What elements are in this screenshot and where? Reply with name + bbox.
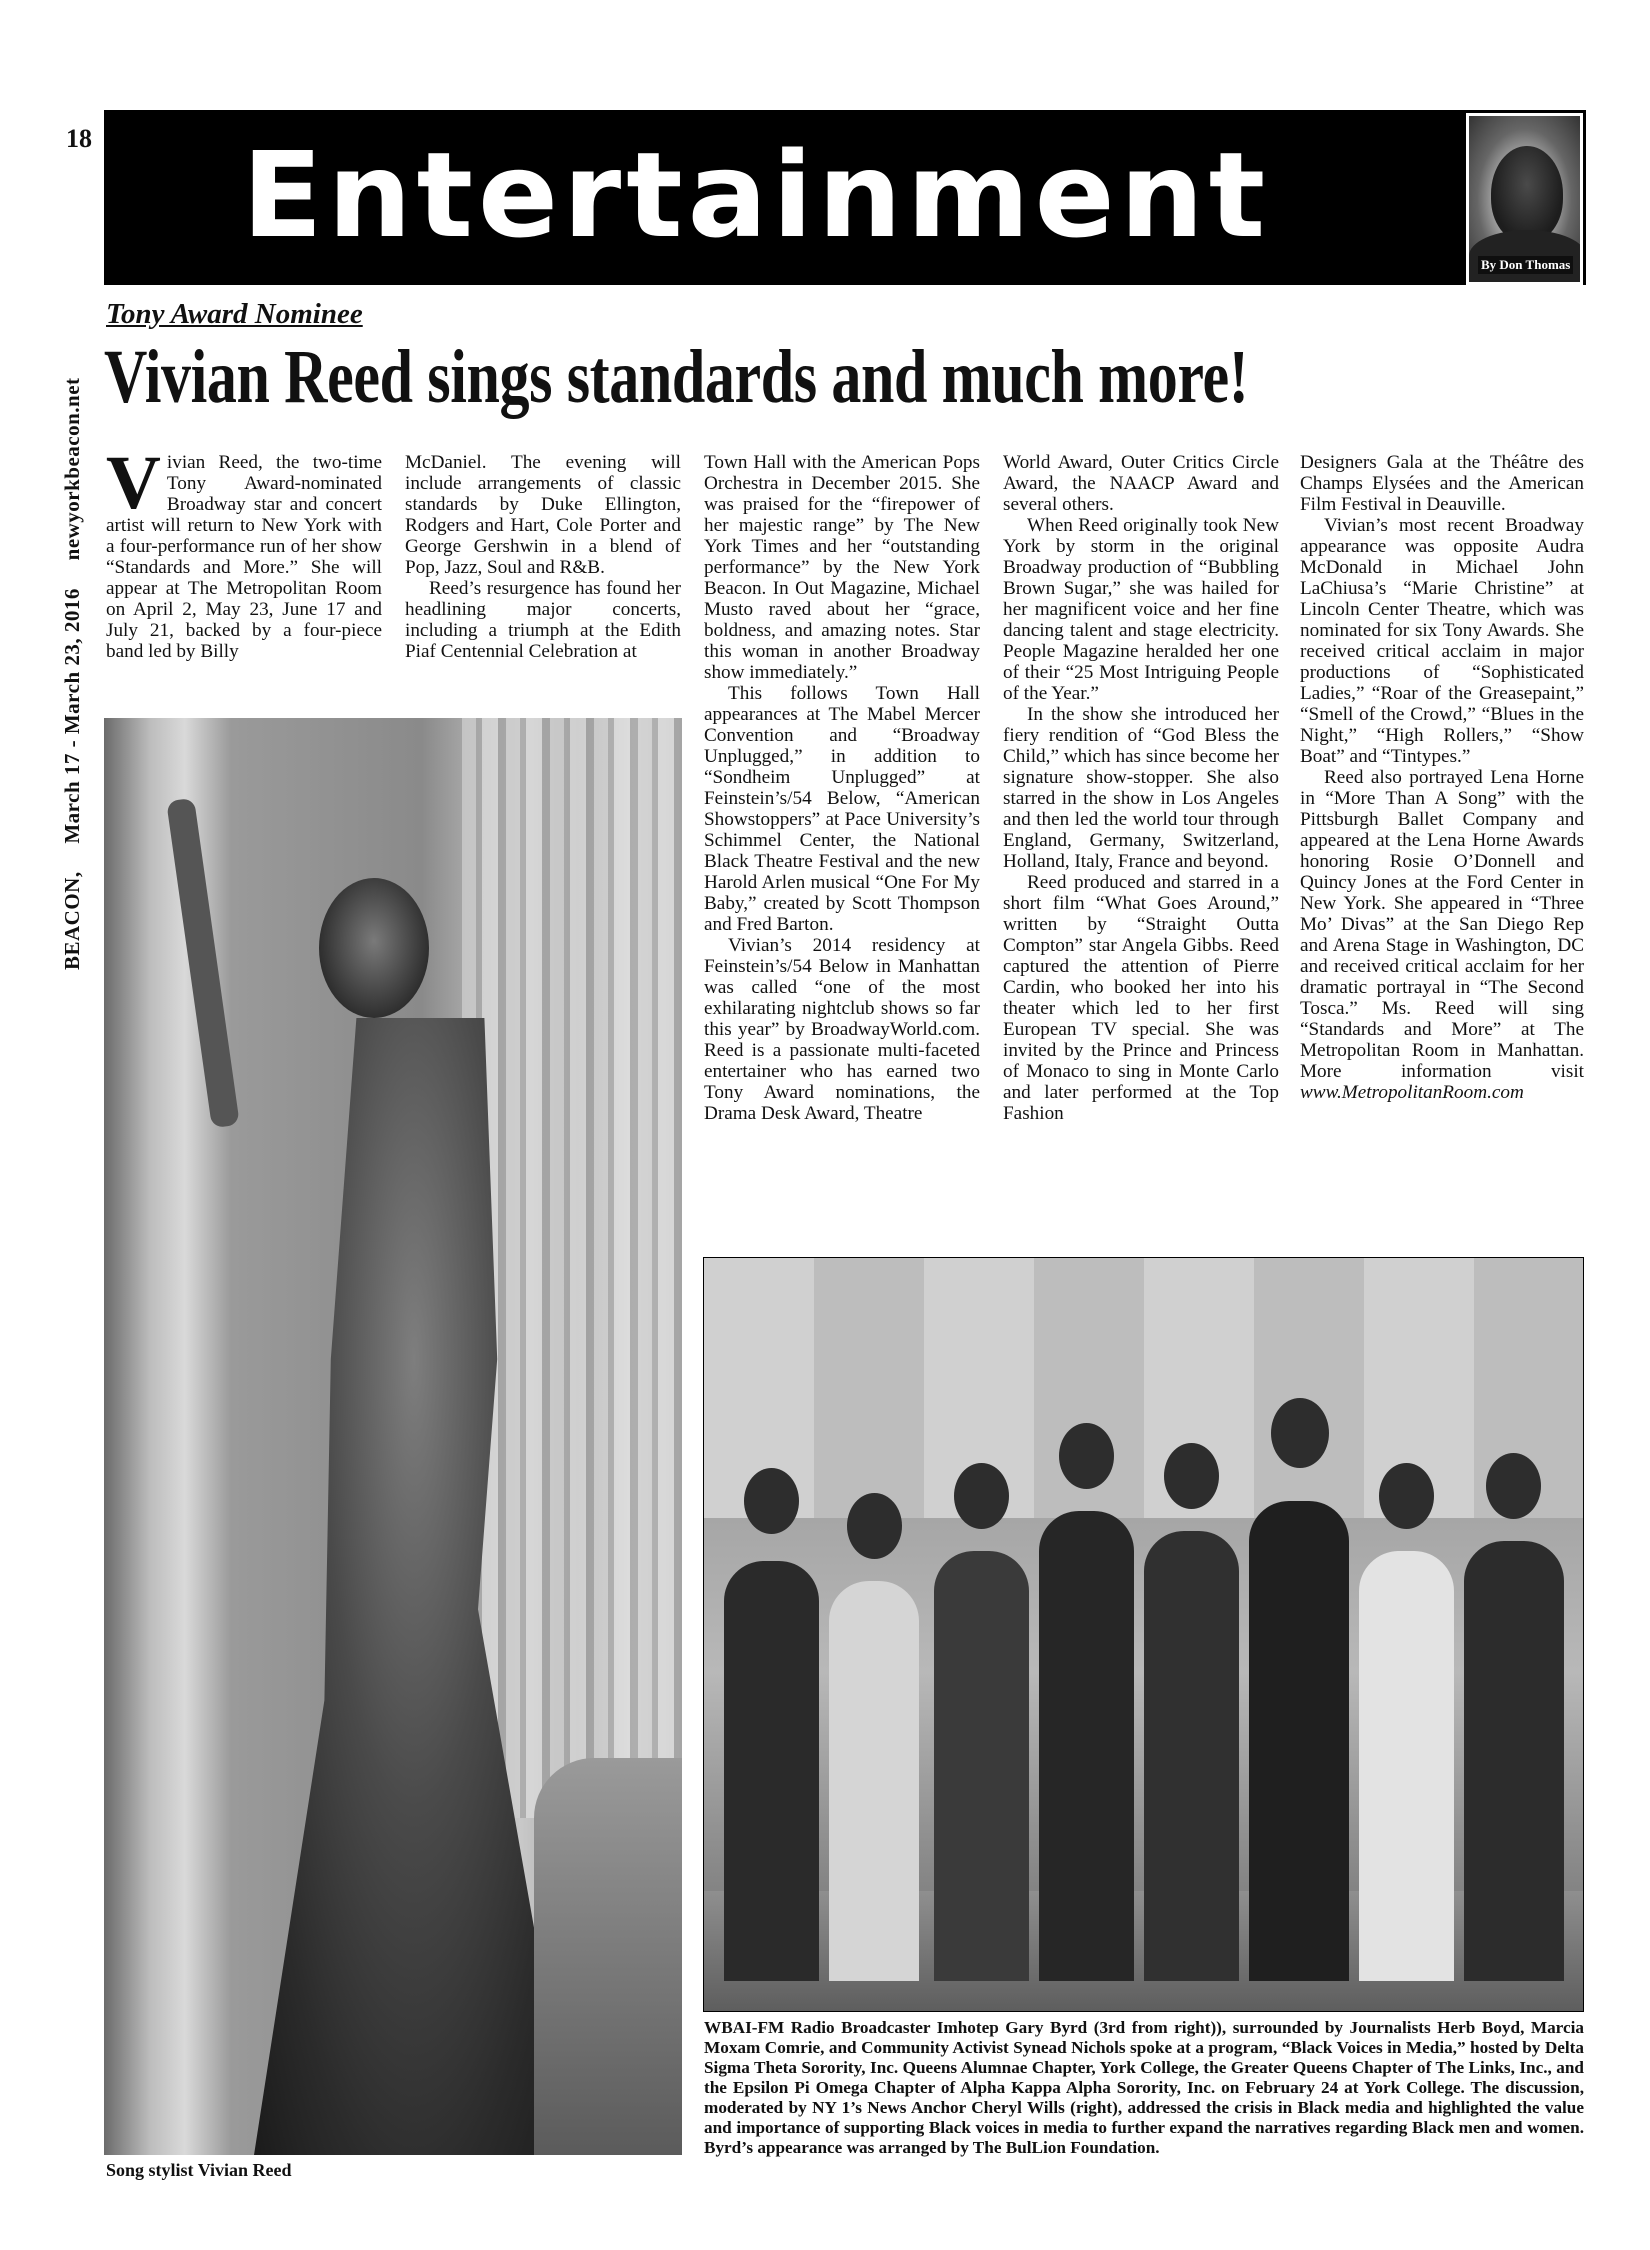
paragraph: Reed produced and starred in a short film “What Goes Around,” written by “Straight Outta Compton” star Angela Gibbs. Reed captured the attention of Pierre Cardin, who booked her into his theater which led to her first European TV special. She was invited by the Prince and Princess of Monaco to sing in Monte Carlo and later performed at the Top Fashion [1003, 872, 1279, 1124]
article-headline: Vivian Reed sings standards and much more! [104, 335, 1249, 419]
paragraph: Town Hall with the American Pops Orchestra in December 2015. She was praised for the “firepower of her majestic range” by The New York Times and her “outstanding performance” by the New York Beacon. In Out Magazine, Michael Musto raved about her “grace, boldness, and amazing notes. Star this woman in another Broadway show immediately.” [704, 452, 980, 683]
side-folio [60, 355, 85, 970]
article-column-4 [1003, 452, 1279, 1124]
paragraph [1300, 767, 1584, 1103]
group-photo-caption: WBAI-FM Radio Broadcaster Imhotep Gary Byrd (3rd from right)), surrounded by Journalists Herb Boyd, Marcia Moxam Comrie, and Community Activist Synead Nichols spoke at a program, “Black Voices in Media,” hosted by Delta Sigma Theta Sorority, Inc. Queens Alumnae Chapter, York College, the Greater Queens Chapter of The Links, Inc., and the Epsilon Pi Omega Chapter of Alpha Kappa Alpha Sorority, Inc. on February 24 at York College. The discussion, moderated by NY 1’s News Anchor Cheryl Wills (right), addressed the crisis in Black media and highlighted the value and importance of supporting Black voices in media to further expand the narratives regarding Black men and women. Byrd’s appearance was arranged by The BulLion Foundation. [704, 2018, 1584, 2157]
paragraph-text: Reed also portrayed Lena Horne in “More Than A Song” with the Pittsburgh Ballet Company and appeared at the Lena Horne Awards honoring Rosie O’Donnell and Quincy Jones at the Ford Center in New York. She appeared in “Three Mo’ Divas” at the San Diego Rep and Arena Stage in Washington, DC and received critical acclaim for her dramatic portrayal in “The Second Tosca.” Ms. Reed will sing “Standards and More” at The Metropolitan Room in Manhattan. More information visit [1300, 767, 1584, 1082]
paragraph: World Award, Outer Critics Circle Award, the NAACP Award and several others. [1003, 452, 1279, 515]
paragraph: This follows Town Hall appearances at The Mabel Mercer Convention and “Broadway Unplugged,” in addition to “Sondheim Unplugged” at Feinstein’s/54 Below, “American Showstoppers” at Pace University’s Schimmel Center, the National Black Theatre Festival and the new Harold Arlen musical “One For My Baby,” created by Scott Thompson and Fred Barton. [704, 683, 980, 935]
paragraph: Vivian’s most recent Broadway appearance was opposite Audra McDonald in Michael John LaChiusa’s “Marie Christine” at Lincoln Center Theatre, which was nominated for six Tony Awards. She received critical acclaim in major productions of “Sophisticated Ladies,” “Roar of the Greasepaint,” “Smell of the Crowd,” “Blues in the Night,” “High Rollers,” “Show Boat” and “Tintypes.” [1300, 515, 1584, 767]
section-title: Entertainment [242, 126, 1271, 264]
paragraph: When Reed originally took New York by storm in the original Broadway production of “Bubbling Brown Sugar,” she was hailed for her magnificent voice and her fine dancing talent and stage electricity. People Magazine heralded her one of their “25 Most Intriguing People of the Year.” [1003, 515, 1279, 704]
vivian-reed-photo [104, 718, 682, 2155]
main-photo-caption: Song stylist Vivian Reed [106, 2160, 292, 2180]
article-column-1 [106, 441, 382, 662]
paragraph: In the show she introduced her fiery rendition of “God Bless the Child,” which has since become her signature show-stopper. She also starred in the show in Los Angeles and then led the world tour through England, Germany, Switzerland, Holland, Italy, France and beyond. [1003, 704, 1279, 872]
paragraph: Reed’s resurgence has found her headlining major concerts, including a triumph at the Edith Piaf Centennial Celebration at [405, 578, 681, 662]
page-number: 18 [66, 124, 92, 153]
side-website: newyorkbeacon.net [60, 377, 84, 561]
paragraph: Vivian’s 2014 residency at Feinstein’s/54 Below in Manhattan was called “one of the most exhilarating nightclub shows so far this year” by BroadwayWorld.com. Reed is a passionate multi-faceted entertainer who has earned two Tony Award nominations, the Drama Desk Award, Theatre [704, 935, 980, 1124]
side-publication: BEACON, [60, 871, 84, 970]
group-photo [703, 1257, 1584, 2012]
paragraph: ivian Reed, the two-time Tony Award-nominated Broadway star and concert artist will return to New York with a four-performance run of her show “Standards and More.” She will appear at The Metropolitan Room on April 2, May 23, June 17 and July 21, backed by a four-piece band led by Billy [106, 452, 382, 662]
drop-cap: V [106, 441, 161, 525]
article-kicker: Tony Award Nominee [106, 298, 363, 330]
article-column-5 [1300, 452, 1584, 1103]
paragraph: McDaniel. The evening will include arrangements of classic standards by Duke Ellington, Rodgers and Hart, Cole Porter and George Gershwin in a blend of Pop, Jazz, Soul and R&B. [405, 452, 681, 578]
paragraph: Designers Gala at the Théâtre des Champs Elysées and the American Film Festival in Deauville. [1300, 452, 1584, 515]
article-column-2 [405, 452, 681, 662]
section-banner [104, 110, 1586, 285]
website-link[interactable]: www.MetropolitanRoom.com [1300, 1082, 1524, 1103]
byline: By Don Thomas [1478, 256, 1573, 274]
article-column-3 [704, 452, 980, 1124]
side-dates: March 17 - March 23, 2016 [60, 588, 84, 844]
